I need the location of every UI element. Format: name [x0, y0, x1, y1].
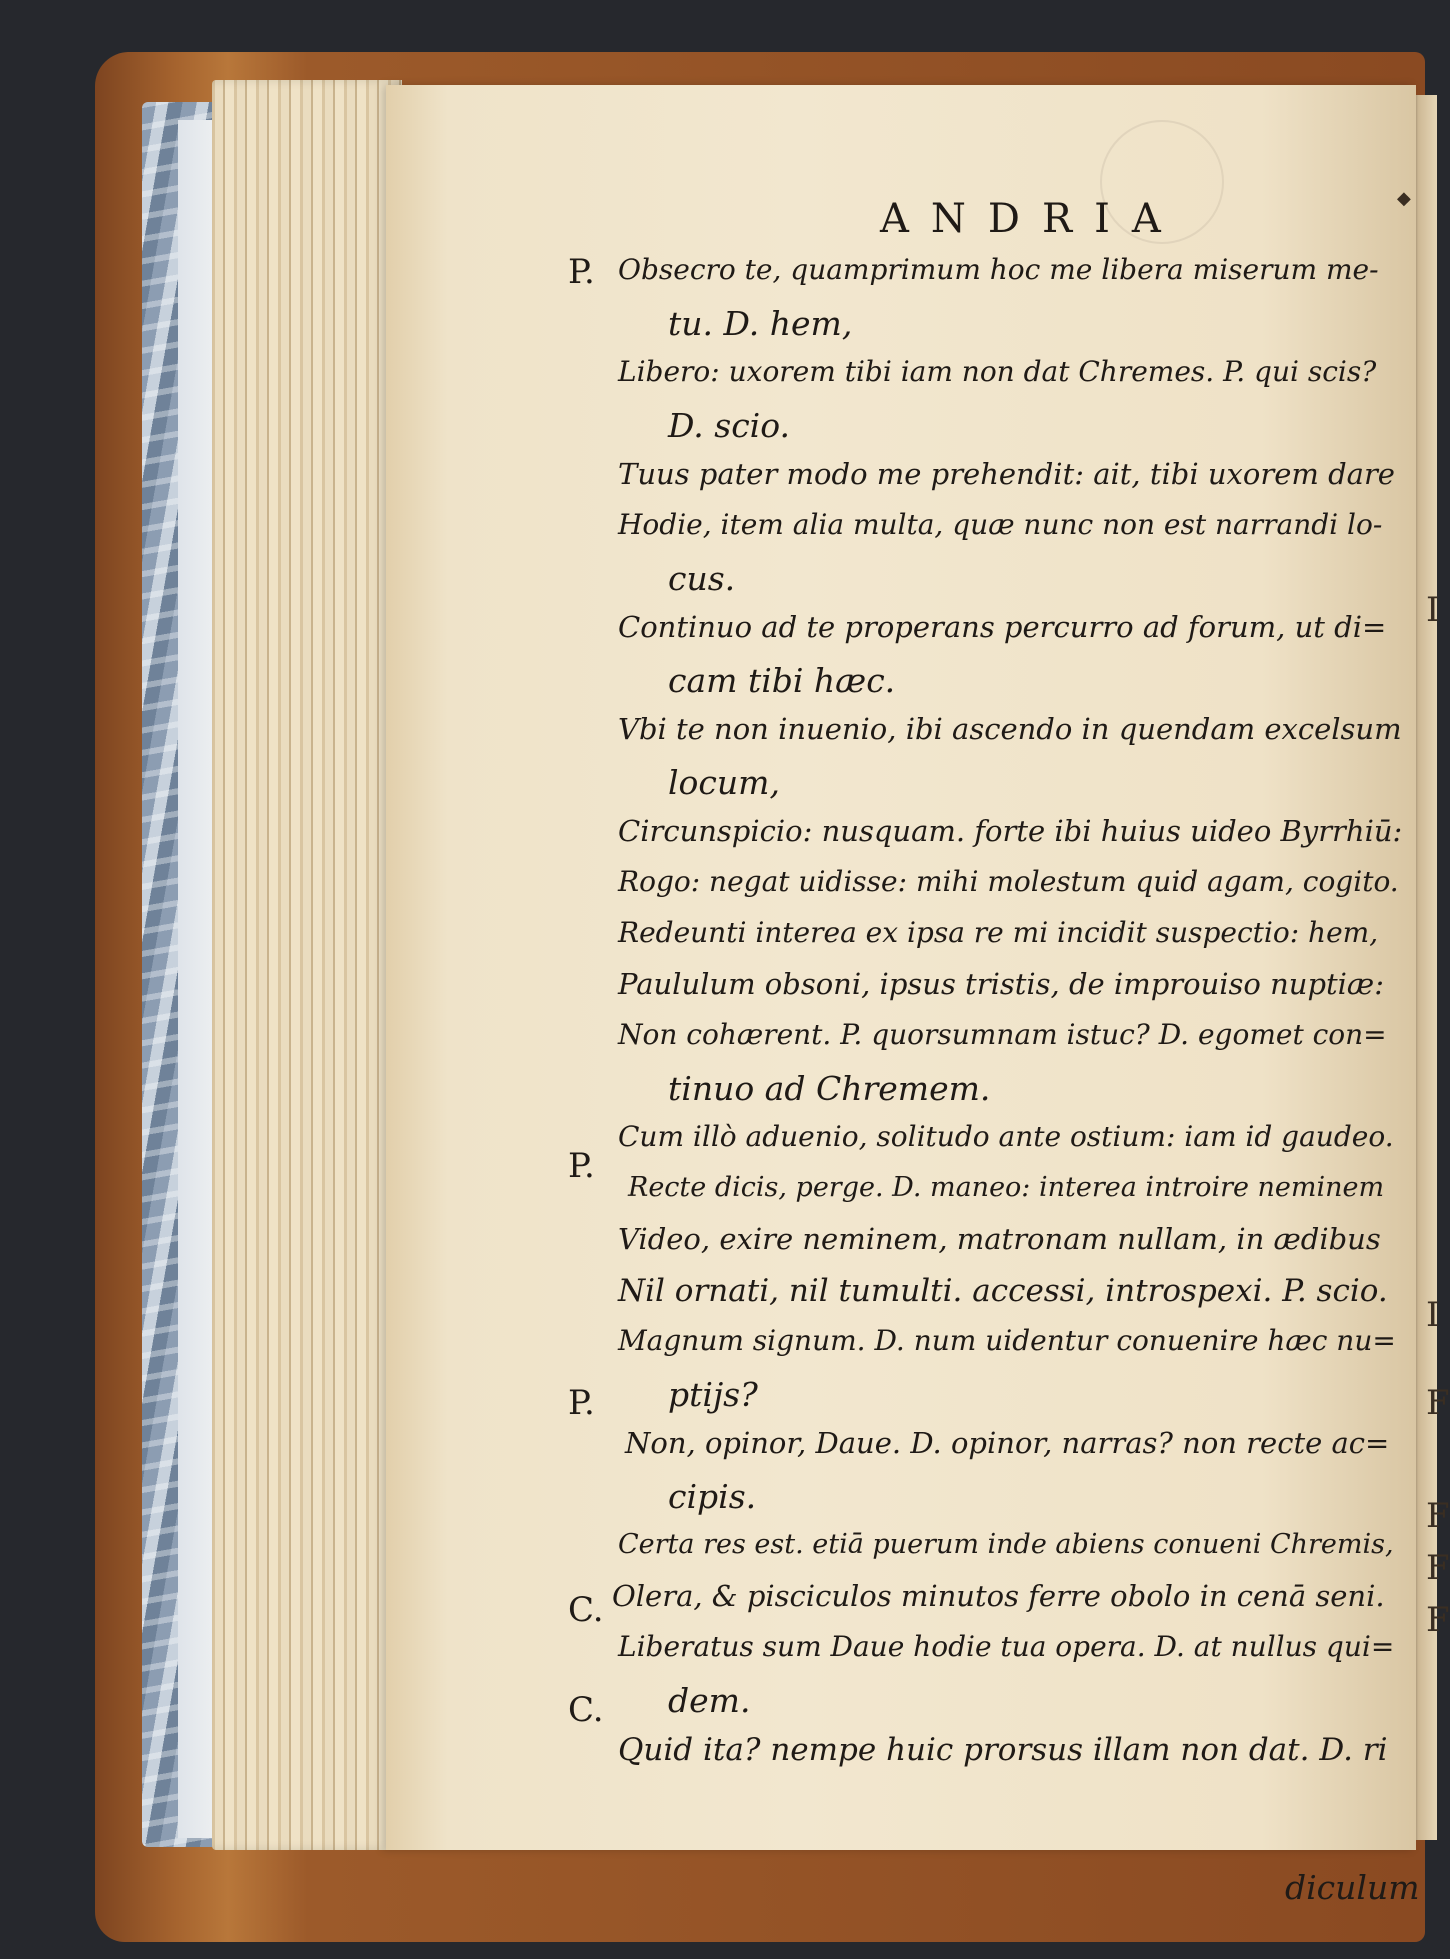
text-line: Rogo: negat uidisse: mihi molestum quid agam, cogito.	[618, 865, 1399, 898]
text-line: cipis.	[668, 1477, 757, 1516]
text-line: locum,	[668, 763, 780, 802]
facing-page-letter: F	[1426, 1383, 1450, 1423]
text-line: cus.	[668, 559, 736, 598]
text-line: Libero: uxorem tibi iam non dat Chremes. P. qui scis?	[618, 355, 1377, 388]
text-line: Continuo ad te properans percurro ad forum, ut di=	[618, 610, 1387, 644]
text-line: Redeunti interea ex ipsa re mi incidit suspectio: hem,	[618, 916, 1379, 949]
text-line: Cum illò aduenio, solitudo ante ostium: iam id gaudeo.	[618, 1120, 1394, 1153]
text-line: Obsecro te, quamprimum hoc me libera miserum me-	[618, 253, 1379, 286]
catchword: diculum	[1285, 1868, 1420, 1907]
text-line: Nil ornati, nil tumulti. accessi, introspexi. P. scio.	[618, 1273, 1388, 1309]
text-line: Non cohærent. P. quorsumnam istuc? D. egomet con=	[618, 1018, 1387, 1051]
text-line: tinuo ad Chremem.	[668, 1069, 991, 1108]
running-head: ANDRIA	[880, 196, 1183, 242]
page-edges	[212, 80, 402, 1850]
text-line: Recte dicis, perge. D. maneo: interea introire neminem	[628, 1172, 1385, 1203]
text-line: Video, exire neminem, matronam nullam, in ædibus	[618, 1222, 1381, 1256]
text-line: Vbi te non inuenio, ibi ascendo in quendam excelsum	[618, 712, 1402, 746]
text-line: D. scio.	[668, 406, 791, 445]
text-line: Hodie, item alia multa, quæ nunc non est narrandi lo-	[618, 508, 1383, 541]
text-line: Olera, & pisciculos minutos ferre obolo in cenā seni.	[612, 1579, 1385, 1613]
text-line: tu. D. hem,	[668, 304, 853, 343]
text-line: cam tibi hæc.	[668, 661, 896, 700]
facing-page-letter: I	[1426, 1295, 1440, 1335]
text-line: Circunspicio: nusquam. forte ibi huius uideo Byrrhiū:	[618, 814, 1403, 848]
text-line: Tuus pater modo me prehendit: ait, tibi uxorem dare	[618, 457, 1395, 491]
speaker-label: C.	[568, 1590, 604, 1630]
text-line: Quid ita? nempe huic prorsus illam non dat. D. ri	[618, 1732, 1388, 1768]
text-line: Liberatus sum Daue hodie tua opera. D. at nullus qui=	[618, 1630, 1395, 1663]
facing-page-letter: I	[1426, 590, 1440, 630]
speaker-label: P.	[568, 1383, 595, 1423]
text-line: Paululum obsoni, ipsus tristis, de improuiso nuptiæ:	[618, 967, 1384, 1001]
facing-page-letter: F	[1426, 1600, 1450, 1640]
text-line: dem.	[668, 1681, 751, 1720]
speaker-label: P.	[568, 252, 595, 292]
facing-page-letter: F	[1426, 1548, 1450, 1588]
text-line: ptijs?	[668, 1375, 758, 1414]
ornament-mark: ◆	[1397, 188, 1411, 209]
speaker-label: P.	[568, 1146, 595, 1186]
facing-page-letter: F	[1426, 1496, 1450, 1536]
text-line: Magnum signum. D. num uidentur conuenire hæc nu=	[618, 1324, 1396, 1357]
text-line: Non, opinor, Daue. D. opinor, narras? non recte ac=	[625, 1426, 1390, 1460]
text-line: Certa res est. etiā puerum inde abiens conueni Chremis,	[618, 1529, 1394, 1560]
speaker-label: C.	[568, 1690, 604, 1730]
